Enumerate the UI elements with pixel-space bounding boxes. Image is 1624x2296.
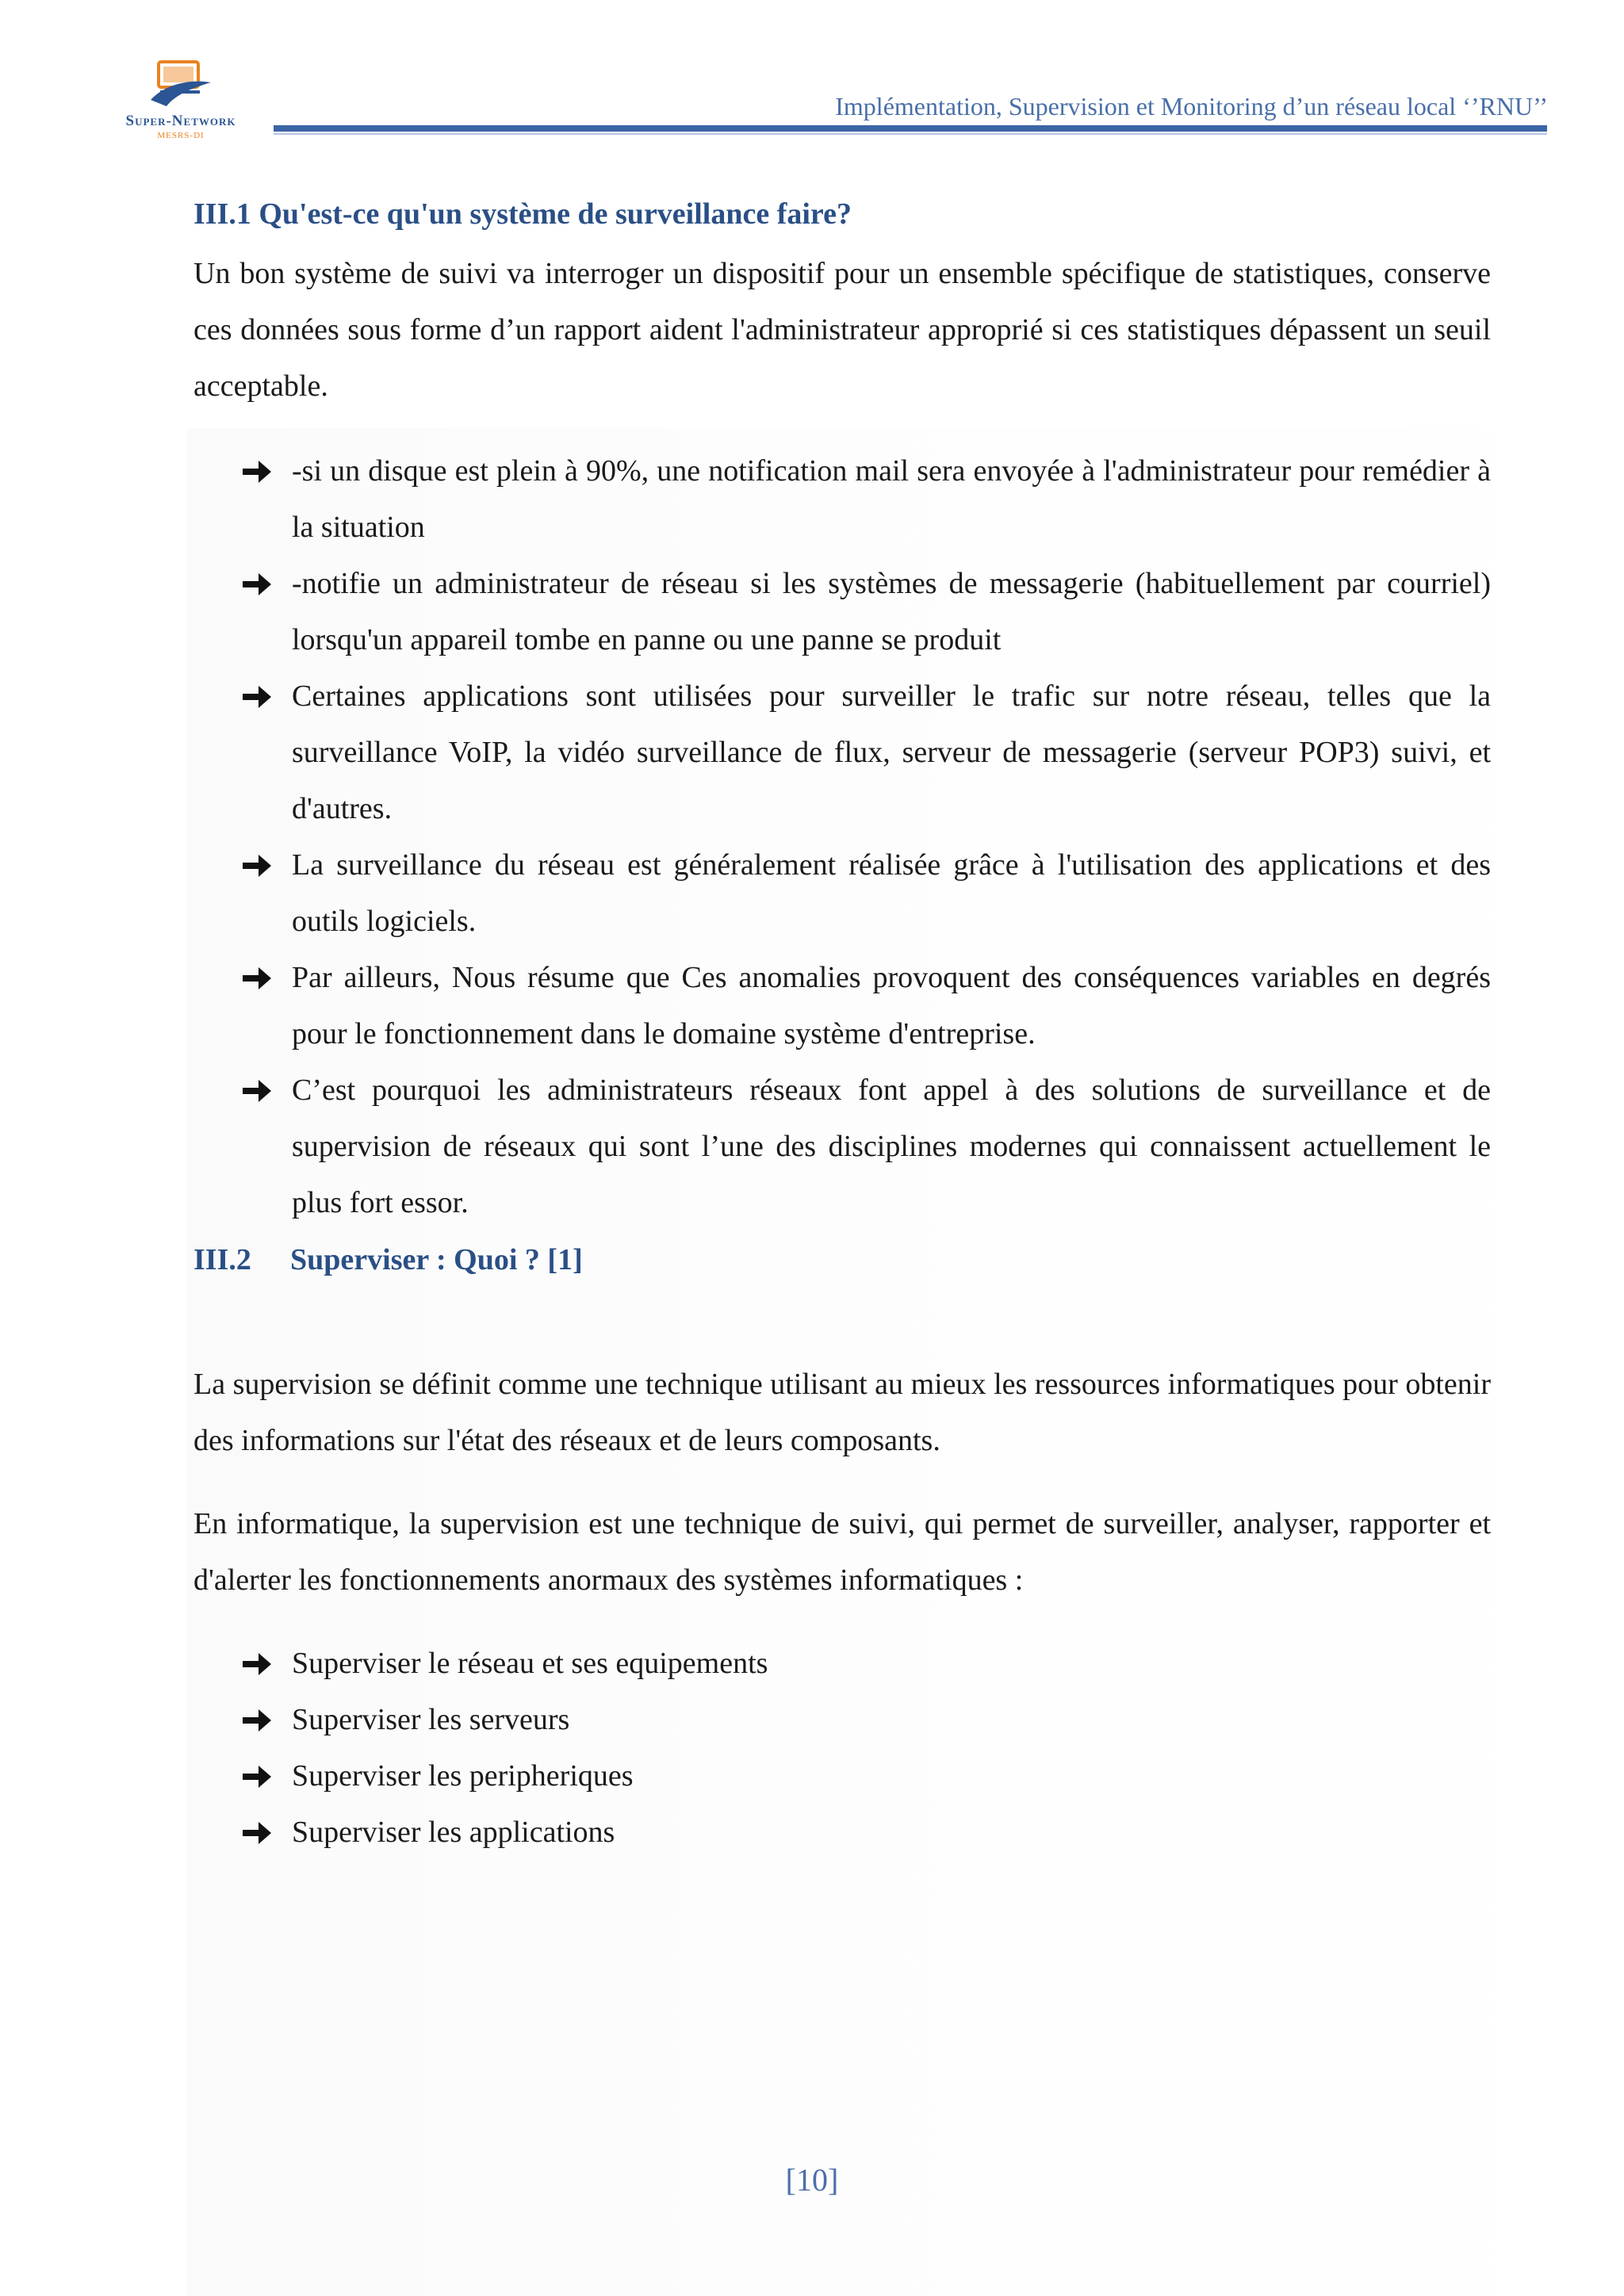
section-heading-iii-2 xyxy=(193,1236,1491,1284)
section-number: III.2 xyxy=(193,1243,251,1276)
list-item xyxy=(193,668,1491,837)
right-arrow-icon xyxy=(241,853,273,878)
list-item-text: Superviser les applications xyxy=(292,1816,615,1849)
list-item xyxy=(193,1692,1491,1748)
section-title: Superviser : Quoi ? [1] xyxy=(290,1243,583,1276)
section-heading-iii-1: III.1 Qu'est-ce qu'un système de surveillance faire? xyxy=(193,197,852,231)
right-arrow-icon xyxy=(241,1708,273,1733)
right-arrow-icon xyxy=(241,684,273,710)
right-arrow-icon xyxy=(241,459,273,484)
section1-bullet-list xyxy=(193,443,1491,1231)
list-item xyxy=(193,556,1491,668)
page-number: [10] xyxy=(785,2162,839,2198)
right-arrow-icon xyxy=(241,1764,273,1789)
list-item xyxy=(193,443,1491,556)
section2-paragraph-2: En informatique, la supervision est une technique de suivi, qui permet de surveiller, analyser, rapporter et d'alerter les fonctionnements anormaux des systèmes informatiques : xyxy=(193,1507,1491,1597)
list-item xyxy=(193,1804,1491,1861)
list-item xyxy=(193,837,1491,950)
list-item-text: La surveillance du réseau est généralement réalisée grâce à l'utilisation des applications et des outils logiciels. xyxy=(292,848,1491,938)
logo xyxy=(102,59,260,138)
right-arrow-icon xyxy=(241,1078,273,1104)
running-header: Implémentation, Supervision et Monitoring d’un réseau local ‘’RNU’’ xyxy=(835,92,1548,121)
right-arrow-icon xyxy=(241,1651,273,1677)
right-arrow-icon xyxy=(241,1820,273,1846)
list-item-text: -si un disque est plein à 90%, une notification mail sera envoyée à l'administrateur pour remédier à la situation xyxy=(292,454,1491,544)
header-rule xyxy=(274,125,1547,132)
logo-text: Super-Network xyxy=(125,113,236,129)
header-rule-thin xyxy=(274,133,1547,135)
list-item xyxy=(193,950,1491,1062)
list-item-text: Certaines applications sont utilisées pour surveiller le trafic sur notre réseau, telles que la surveillance VoIP, la vidéo surveillance de flux, serveur de messagerie (serveur POP3) suivi, et d'autres. xyxy=(292,679,1491,825)
list-item xyxy=(193,1748,1491,1804)
list-item xyxy=(193,1636,1491,1692)
list-item-text: Superviser les serveurs xyxy=(292,1703,570,1736)
right-arrow-icon xyxy=(241,966,273,991)
list-item-text: Par ailleurs, Nous résume que Ces anomalies provoquent des conséquences variables en degrés pour le fonctionnement dans le domaine système d'entreprise. xyxy=(292,961,1491,1050)
laptop-logo-icon xyxy=(147,59,214,111)
list-item-text: -notifie un administrateur de réseau si les systèmes de messagerie (habituellement par courriel) lorsqu'un appareil tombe en panne ou une panne se produit xyxy=(292,567,1491,656)
right-arrow-icon xyxy=(241,572,273,597)
list-item xyxy=(193,1062,1491,1231)
section2-paragraph-1: La supervision se définit comme une technique utilisant au mieux les ressources informatiques pour obtenir des informations sur l'état des réseaux et de leurs composants. xyxy=(193,1368,1491,1457)
logo-subtext: MESRS-DI xyxy=(157,131,205,140)
list-item-text: C’est pourquoi les administrateurs réseaux font appel à des solutions de surveillance et de supervision de réseaux qui sont l’une des disciplines modernes qui connaissent actuellement le plus fort essor. xyxy=(292,1073,1491,1219)
list-item-text: Superviser les peripheriques xyxy=(292,1759,634,1793)
section1-intro: Un bon système de suivi va interroger un dispositif pour un ensemble spécifique de statistiques, conserve ces données sous forme d’un rapport aident l'administrateur approprié si ces statistiques dépassent un seuil acceptable. xyxy=(193,257,1491,403)
list-item-text: Superviser le réseau et ses equipements xyxy=(292,1647,768,1680)
section2-bullet-list xyxy=(193,1636,1491,1861)
main-content xyxy=(193,190,1491,1861)
